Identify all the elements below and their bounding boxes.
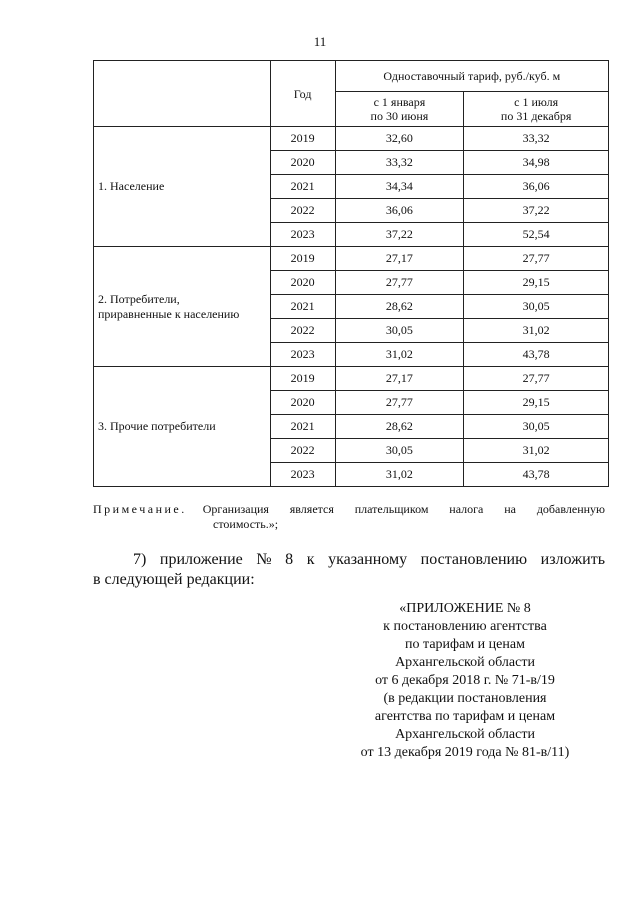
word: плательщиком <box>354 502 429 516</box>
word: изложить <box>540 551 605 568</box>
appendix-line: (в редакции постановления <box>383 691 547 706</box>
appendix-line: Архангельской области <box>395 655 535 670</box>
tariff-first-half-cell: 27,17 <box>335 247 464 271</box>
tariff-first-half-cell: 37,22 <box>335 223 464 247</box>
appendix-line: Архангельской области <box>395 727 535 742</box>
tariff-first-half-cell: 28,62 <box>335 415 464 439</box>
tariff-second-half-cell: 31,02 <box>464 319 609 343</box>
tariff-first-half-cell: 36,06 <box>335 199 464 223</box>
year-cell: 2020 <box>270 271 335 295</box>
word: на <box>504 502 516 516</box>
consumer-group-name <box>94 367 271 487</box>
table-row <box>94 127 609 151</box>
tariff-first-half-cell: 30,05 <box>335 439 464 463</box>
year-cell: 2023 <box>270 463 335 487</box>
word: приложение <box>159 551 243 568</box>
tariff-second-half-cell: 34,98 <box>464 151 609 175</box>
appendix-line: к постановлению агентства <box>383 619 547 634</box>
tariff-second-half-cell: 27,77 <box>464 247 609 271</box>
word: налога <box>449 502 484 516</box>
tariff-second-half-cell: 52,54 <box>464 223 609 247</box>
word: добавленную <box>536 502 605 516</box>
note-text <box>203 502 605 517</box>
year-cell: 2023 <box>270 223 335 247</box>
table-note <box>93 502 605 532</box>
tariff-second-half-cell: 43,78 <box>464 343 609 367</box>
tariff-first-half-cell: 27,17 <box>335 367 464 391</box>
year-cell: 2022 <box>270 439 335 463</box>
tariff-first-half-cell: 27,77 <box>335 391 464 415</box>
tariff-first-half-cell: 32,60 <box>335 127 464 151</box>
header-tariff: Одноставочный тариф, руб./куб. м <box>335 61 608 92</box>
year-cell: 2019 <box>270 127 335 151</box>
header-blank <box>94 61 271 127</box>
header-year: Год <box>270 61 335 127</box>
tariff-first-half-cell: 27,77 <box>335 271 464 295</box>
year-cell: 2019 <box>270 247 335 271</box>
consumer-group-name-line: приравненные к населению <box>98 306 240 321</box>
table-row <box>94 247 609 271</box>
word: Организация <box>202 502 269 516</box>
tariff-second-half-cell: 31,02 <box>464 439 609 463</box>
tariff-table <box>93 60 609 487</box>
appendix-line: от 13 декабря 2019 года № 81-в/11) <box>360 745 570 760</box>
appendix-heading <box>330 600 600 762</box>
tariff-second-half-cell: 30,05 <box>464 295 609 319</box>
tariff-second-half-cell: 29,15 <box>464 391 609 415</box>
word: постановлению <box>420 551 528 568</box>
appendix-line: «ПРИЛОЖЕНИЕ № 8 <box>399 601 531 616</box>
year-cell: 2022 <box>270 319 335 343</box>
tariff-second-half-cell: 27,77 <box>464 367 609 391</box>
year-cell: 2023 <box>270 343 335 367</box>
consumer-group-name <box>94 247 271 367</box>
word: 8 <box>285 551 294 568</box>
consumer-group-name-line: 3. Прочие потребители <box>98 419 216 433</box>
tariff-first-half-cell: 34,34 <box>335 175 464 199</box>
word: 7) <box>133 551 147 568</box>
tariff-second-half-cell: 33,32 <box>464 127 609 151</box>
year-cell: 2019 <box>270 367 335 391</box>
year-cell: 2021 <box>270 175 335 199</box>
word: № <box>256 551 272 568</box>
tariff-second-half-cell: 37,22 <box>464 199 609 223</box>
word: к <box>306 551 315 568</box>
note-line-2: стоимость.»; <box>213 517 279 531</box>
note-line-1 <box>93 502 605 517</box>
year-cell: 2022 <box>270 199 335 223</box>
page-number: 11 <box>313 34 327 49</box>
year-cell: 2021 <box>270 415 335 439</box>
amendment-paragraph <box>93 550 605 590</box>
year-cell: 2020 <box>270 151 335 175</box>
paragraph-line-2: в следующей редакции: <box>93 571 255 588</box>
tariff-first-half-cell: 33,32 <box>335 151 464 175</box>
paragraph-line-1 <box>93 550 605 570</box>
consumer-group-name-line: 2. Потребители, <box>98 291 180 306</box>
consumer-group-name <box>94 127 271 247</box>
tariff-second-half-cell: 29,15 <box>464 271 609 295</box>
year-cell: 2021 <box>270 295 335 319</box>
year-cell: 2020 <box>270 391 335 415</box>
word: является <box>289 502 334 516</box>
consumer-group-name-line: 1. Население <box>98 179 165 193</box>
word: указанному <box>328 551 408 568</box>
tariff-first-half-cell: 31,02 <box>335 343 464 367</box>
tariff-first-half-cell: 30,05 <box>335 319 464 343</box>
tariff-second-half-cell: 30,05 <box>464 415 609 439</box>
appendix-line: агентства по тарифам и ценам <box>374 709 556 724</box>
header-period-second-half: с 1 июля по 31 декабря <box>464 92 609 127</box>
tariff-first-half-cell: 31,02 <box>335 463 464 487</box>
tariff-second-half-cell: 43,78 <box>464 463 609 487</box>
note-label: Примечание. <box>93 502 187 516</box>
tariff-second-half-cell: 36,06 <box>464 175 609 199</box>
header-period-first-half: с 1 января по 30 июня <box>335 92 464 127</box>
appendix-line: по тарифам и ценам <box>405 637 525 652</box>
tariff-first-half-cell: 28,62 <box>335 295 464 319</box>
table-row <box>94 367 609 391</box>
appendix-line: от 6 декабря 2018 г. № 71-в/19 <box>375 673 555 688</box>
